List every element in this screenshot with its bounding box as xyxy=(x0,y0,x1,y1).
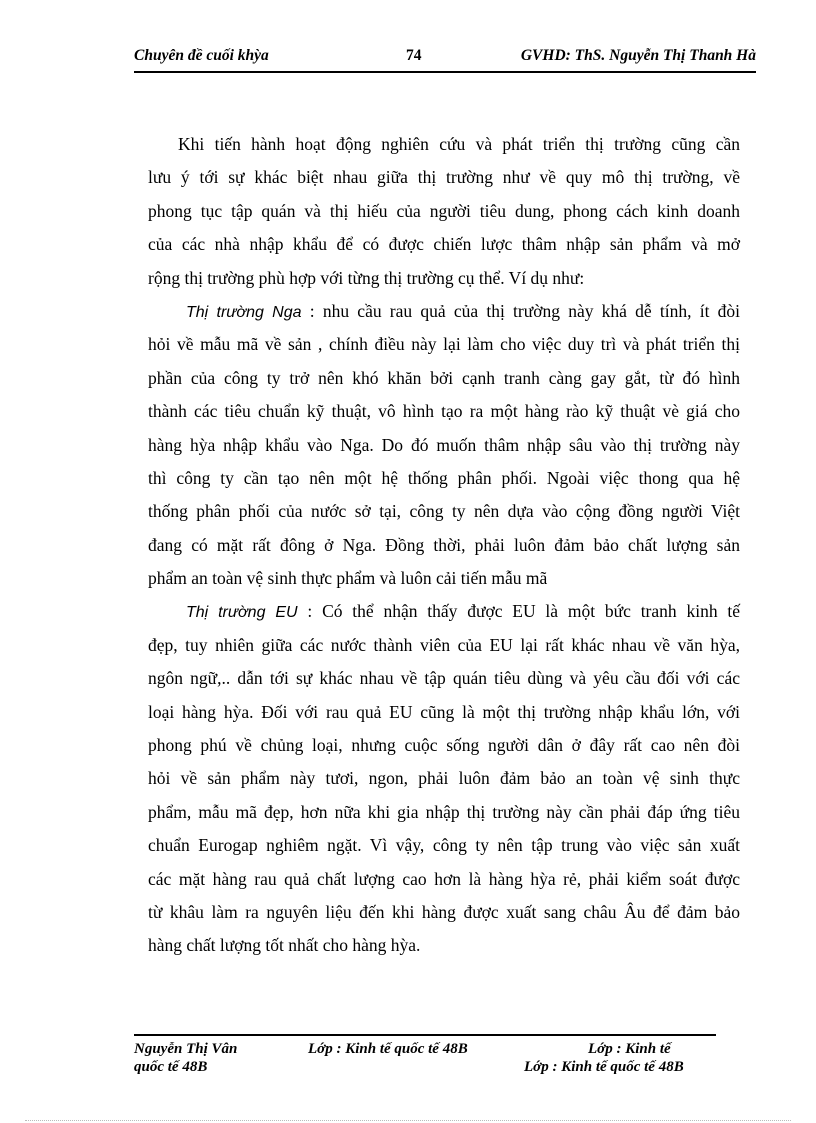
text-line: rộng thị trường phù hợp với từng thị trường cụ thể. Ví dụ như: xyxy=(148,267,585,288)
paragraph-russia xyxy=(148,295,740,596)
page-header xyxy=(134,47,756,69)
text-line: phong tục tập quán và thị hiếu của người tiêu dung, phong cách kinh doanh xyxy=(148,200,740,221)
text-line: đang có mặt rất đông ở Nga. Đồng thời, phải luôn đảm bảo chất lượng sản xyxy=(148,534,740,555)
text-line: phẩm, mẫu mã đẹp, hơn nữa khi gia nhập thị trường này cần phải đáp ứng tiêu xyxy=(148,801,740,822)
text-line: thì công ty cần tạo nên một hệ thống phân phối. Ngoài việc thong qua hệ xyxy=(148,467,740,488)
header-supervisor: GVHD: ThS. Nguyễn Thị Thanh Hà xyxy=(520,47,756,64)
text-line: phong phú về chủng loại, nhưng cuộc sống người dân ở đây rất cao nên đòi xyxy=(148,735,740,756)
text-line: thành các tiêu chuẩn kỹ thuật, vô hình tạo ra một hàng rào kỹ thuật vè giá cho xyxy=(148,401,740,422)
footer-class-repeat: Lớp : Kinh tế quốc tế 48B xyxy=(524,1059,684,1075)
header-rule xyxy=(134,71,756,73)
text-line: từ khâu làm ra nguyên liệu đến khi hàng được xuất sang châu Âu để đảm bảo xyxy=(148,901,740,922)
text-line: của các nhà nhập khẩu để có được chiến lược thâm nhập sản phẩm và mở xyxy=(148,234,740,255)
paragraph-eu xyxy=(148,595,740,962)
paragraph-lead: Thị trường EU xyxy=(186,604,298,622)
body-text xyxy=(148,128,740,963)
text-line: hỏi về mẫu mã về sản , chính điều này lại làm cho việc duy trì và phát triển thị xyxy=(148,334,740,355)
text-line: Thị trường Nga : nhu cầu rau quả của thị trường này khá dễ tính, ít đòi xyxy=(186,300,741,321)
text-line: hàng chất lượng tốt nhất cho hàng hỳa. xyxy=(148,935,421,956)
text-line: hỏi về sản phẩm này tươi, ngon, phải luôn đảm bảo an toàn vệ sinh thực xyxy=(148,768,740,789)
page-boundary xyxy=(25,1120,791,1121)
text-line: hàng hỳa nhập khẩu vào Nga. Do đó muốn thâm nhập sâu vào thị trường này xyxy=(148,434,740,455)
text-line: chuẩn Eurogap nghiêm ngặt. Vì vậy, công ty nên tập trung vào việc sản xuất xyxy=(148,835,740,856)
paragraph-intro xyxy=(148,128,740,295)
text-line: đẹp, tuy nhiên giữa các nước thành viên của EU lại rất khác nhau về văn hỳa, xyxy=(148,634,740,655)
footer-rule xyxy=(134,1034,716,1036)
footer-class-partial: Lớp : Kinh tế xyxy=(588,1041,671,1057)
paragraph-lead: Thị trường Nga xyxy=(186,303,302,321)
text-line: ngôn ngữ,.. dẫn tới sự khác nhau về tập quán tiêu dùng và yêu cầu đối với các xyxy=(148,668,740,689)
text-line: phần của công ty trở nên khó khăn bởi cạnh tranh càng gay gắt, từ đó hình xyxy=(148,367,740,388)
footer-author-cont: quốc tế 48B xyxy=(134,1059,208,1075)
footer-author: Nguyễn Thị Vân xyxy=(134,1041,238,1057)
text-line: thống phân phối của nước sở tại, công ty nên dựa vào cộng đồng người Việt xyxy=(148,501,740,522)
text-line: Thị trường EU : Có thể nhận thấy được EU là một bức tranh kinh tế xyxy=(186,601,741,622)
text-line: các mặt hàng rau quả chất lượng cao hơn là hàng hỳa rẻ, phải kiểm soát được xyxy=(148,868,740,889)
text-line: lưu ý tới sự khác biệt nhau giữa thị trường như về quy mô thị trường, về xyxy=(148,167,740,188)
text-line: loại hàng hỳa. Đối với rau quả EU cũng là một thị trường nhập khẩu lớn, với xyxy=(148,701,740,722)
page-number: 74 xyxy=(406,47,422,64)
footer-class: Lớp : Kinh tế quốc tế 48B xyxy=(308,1041,468,1057)
text-line: phẩm an toàn vệ sinh thực phẩm và luôn cải tiến mẫu mã xyxy=(148,568,548,589)
text-line: Khi tiến hành hoạt động nghiên cứu và phát triển thị trường cũng cần xyxy=(178,134,740,154)
header-doc-title: Chuyên đề cuối khỳa xyxy=(134,47,269,64)
